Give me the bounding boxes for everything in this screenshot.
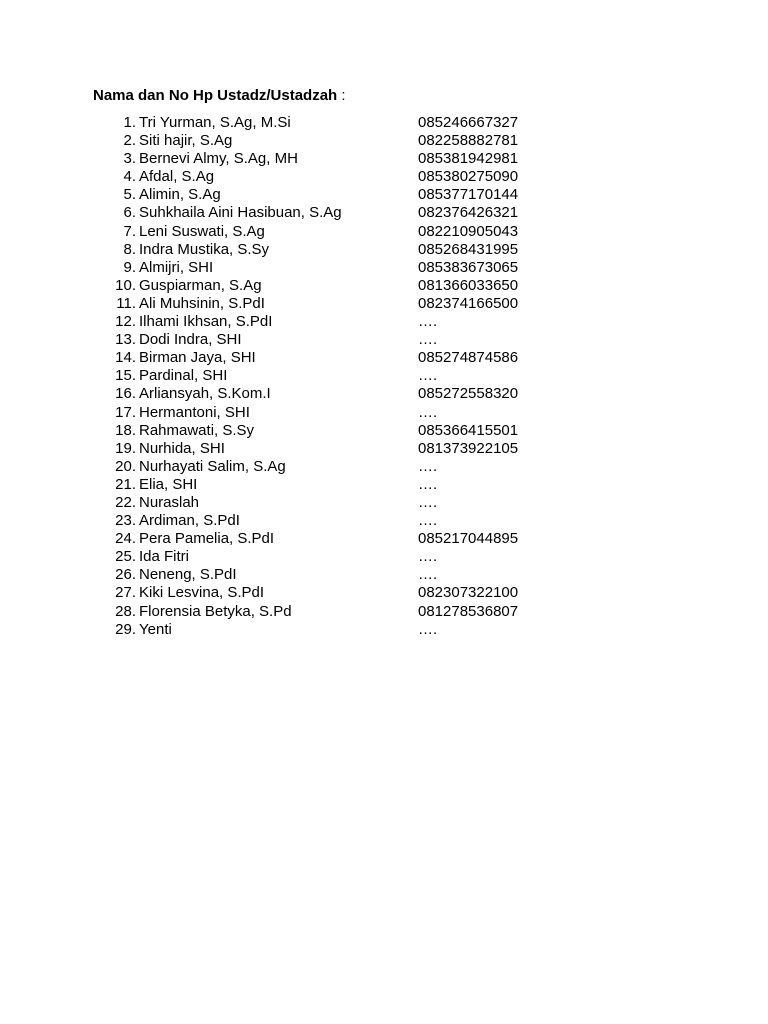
contact-phone: …. xyxy=(418,403,438,421)
list-item xyxy=(0,114,768,132)
item-number: 19. xyxy=(115,439,136,457)
contact-phone: 085246667327 xyxy=(418,114,519,131)
list-item xyxy=(0,150,768,168)
item-number: 29. xyxy=(115,620,136,638)
item-number: 6. xyxy=(123,204,136,222)
list-item xyxy=(0,458,768,476)
item-number: 10. xyxy=(115,276,136,294)
contact-name: Almijri, SHI xyxy=(139,258,214,276)
item-number: 2. xyxy=(123,132,136,150)
contact-name: Bernevi Almy, S.Ag, MH xyxy=(139,150,298,168)
list-item xyxy=(0,621,768,639)
item-number: 13. xyxy=(115,331,136,349)
contact-name: Arliansyah, S.Kom.I xyxy=(139,385,271,403)
item-number: 21. xyxy=(115,475,136,493)
list-item xyxy=(0,132,768,150)
contact-phone: …. xyxy=(418,548,438,566)
contact-name: Elia, SHI xyxy=(139,475,198,493)
heading-title: Nama dan No Hp Ustadz/Ustadzah xyxy=(93,87,338,104)
contact-phone: 085381942981 xyxy=(418,150,519,168)
contact-list xyxy=(0,114,768,639)
item-number: 1. xyxy=(123,114,136,131)
contact-phone: 081373922105 xyxy=(418,439,519,457)
contact-name: Ida Fitri xyxy=(139,548,190,566)
contact-name: Rahmawati, S.Sy xyxy=(139,421,255,439)
item-number: 27. xyxy=(115,584,136,602)
item-number: 8. xyxy=(123,240,136,258)
contact-phone: …. xyxy=(418,367,438,385)
contact-name: Tri Yurman, S.Ag, M.Si xyxy=(139,114,291,131)
item-number: 20. xyxy=(115,457,136,475)
contact-phone: 082376426321 xyxy=(418,204,519,222)
contact-phone: 082258882781 xyxy=(418,132,519,150)
item-number: 15. xyxy=(115,367,136,385)
contact-phone: 085272558320 xyxy=(418,385,519,403)
item-number: 5. xyxy=(123,186,136,204)
list-item xyxy=(0,241,768,259)
list-item xyxy=(0,186,768,204)
list-item xyxy=(0,349,768,367)
list-item xyxy=(0,168,768,186)
list-item xyxy=(0,494,768,512)
contact-phone: 085274874586 xyxy=(418,349,519,367)
list-item xyxy=(0,277,768,295)
contact-name: Neneng, S.PdI xyxy=(139,566,237,584)
contact-phone: 085377170144 xyxy=(418,186,519,204)
contact-phone: …. xyxy=(418,512,438,530)
list-item xyxy=(0,385,768,403)
contact-phone: 082210905043 xyxy=(418,222,519,240)
item-number: 16. xyxy=(115,385,136,403)
item-number: 12. xyxy=(115,313,136,331)
item-number: 18. xyxy=(115,421,136,439)
contact-phone: …. xyxy=(418,493,438,511)
item-number: 28. xyxy=(115,602,136,620)
list-item xyxy=(0,223,768,241)
contact-name: Ardiman, S.PdI xyxy=(139,512,240,530)
contact-phone: 085217044895 xyxy=(418,530,519,548)
contact-phone: 082307322100 xyxy=(418,584,519,602)
contact-phone: …. xyxy=(418,313,438,331)
heading-colon: : xyxy=(337,87,346,104)
contact-name: Afdal, S.Ag xyxy=(139,168,215,186)
contact-name: Pardinal, SHI xyxy=(139,367,228,385)
list-item xyxy=(0,404,768,422)
list-item xyxy=(0,259,768,277)
item-number: 24. xyxy=(115,530,136,548)
contact-name: Ali Muhsinin, S.PdI xyxy=(139,294,265,312)
item-number: 25. xyxy=(115,548,136,566)
list-item xyxy=(0,603,768,621)
contact-name: Hermantoni, SHI xyxy=(139,403,250,421)
item-number: 7. xyxy=(123,222,136,240)
contact-phone: 081366033650 xyxy=(418,276,519,294)
contact-name: Ilhami Ikhsan, S.PdI xyxy=(139,313,273,331)
list-item xyxy=(0,313,768,331)
contact-name: Yenti xyxy=(139,620,172,638)
contact-phone: 085268431995 xyxy=(418,240,519,258)
contact-name: Alimin, S.Ag xyxy=(139,186,221,204)
page-heading xyxy=(93,87,346,105)
item-number: 3. xyxy=(123,150,136,168)
contact-phone: …. xyxy=(418,457,438,475)
contact-phone: 082374166500 xyxy=(418,294,519,312)
contact-name: Kiki Lesvina, S.PdI xyxy=(139,584,265,602)
list-item xyxy=(0,331,768,349)
contact-phone: …. xyxy=(418,620,438,638)
contact-name: Florensia Betyka, S.Pd xyxy=(139,602,292,620)
list-item xyxy=(0,530,768,548)
list-item xyxy=(0,584,768,602)
item-number: 4. xyxy=(123,168,136,186)
contact-name: Pera Pamelia, S.PdI xyxy=(139,530,275,548)
contact-name: Guspiarman, S.Ag xyxy=(139,276,262,294)
contact-phone: 085383673065 xyxy=(418,258,519,276)
list-item xyxy=(0,548,768,566)
list-item xyxy=(0,367,768,385)
contact-name: Nurhayati Salim, S.Ag xyxy=(139,457,286,475)
item-number: 14. xyxy=(115,349,136,367)
contact-name: Leni Suswati, S.Ag xyxy=(139,222,265,240)
list-item xyxy=(0,566,768,584)
list-item xyxy=(0,512,768,530)
contact-phone: 081278536807 xyxy=(418,602,519,620)
item-number: 11. xyxy=(116,294,136,312)
list-item xyxy=(0,422,768,440)
contact-name: Birman Jaya, SHI xyxy=(139,349,256,367)
contact-name: Dodi Indra, SHI xyxy=(139,331,242,349)
item-number: 9. xyxy=(123,258,136,276)
contact-phone: …. xyxy=(418,475,438,493)
item-number: 23. xyxy=(115,512,136,530)
contact-name: Suhkhaila Aini Hasibuan, S.Ag xyxy=(139,204,342,222)
contact-phone: 085366415501 xyxy=(418,421,519,439)
list-item xyxy=(0,295,768,313)
contact-name: Indra Mustika, S.Sy xyxy=(139,240,270,258)
item-number: 17. xyxy=(115,403,136,421)
list-item xyxy=(0,476,768,494)
contact-phone: …. xyxy=(418,331,438,349)
contact-phone: 085380275090 xyxy=(418,168,519,186)
item-number: 26. xyxy=(115,566,136,584)
contact-phone: …. xyxy=(418,566,438,584)
item-number: 22. xyxy=(115,493,136,511)
list-item xyxy=(0,440,768,458)
contact-name: Nurhida, SHI xyxy=(139,439,225,457)
contact-name: Nuraslah xyxy=(139,493,200,511)
list-item xyxy=(0,204,768,222)
contact-name: Siti hajir, S.Ag xyxy=(139,132,233,150)
